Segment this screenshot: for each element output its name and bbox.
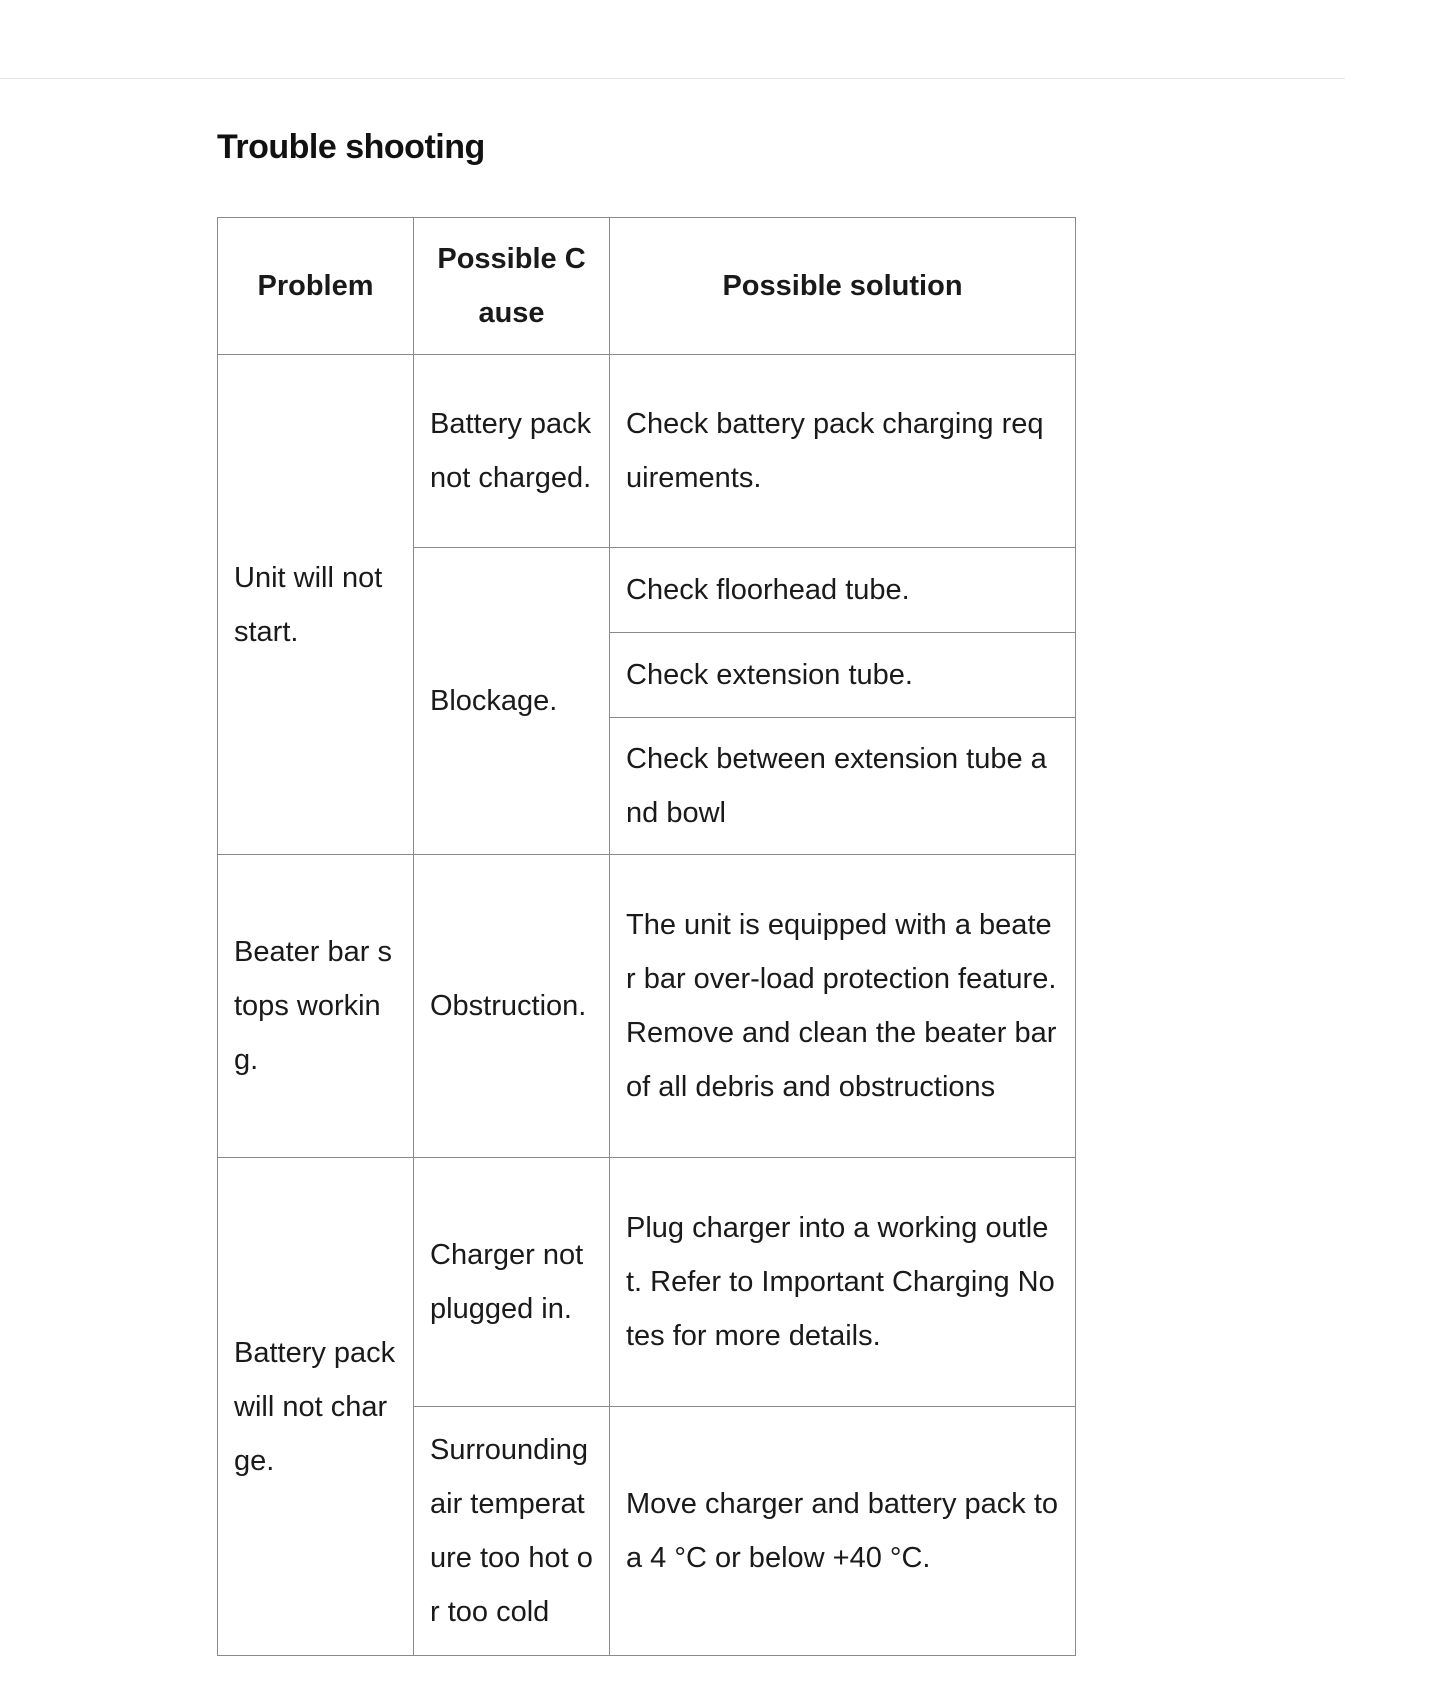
solution-cell: Check battery pack charging requirements.	[610, 355, 1076, 548]
solution-cell: Check extension tube.	[610, 633, 1076, 718]
solution-cell: Move charger and battery pack to a 4 °C or below +40 °C.	[610, 1407, 1076, 1656]
problem-cell: Battery pack will not charge.	[218, 1158, 414, 1656]
solution-cell: Plug charger into a working outlet. Refer to Important Charging Notes for more details.	[610, 1158, 1076, 1407]
cause-cell: Obstruction.	[414, 855, 610, 1158]
table-row	[218, 855, 1076, 1158]
cause-cell: Charger not plugged in.	[414, 1158, 610, 1407]
problem-cell: Unit will not start.	[218, 355, 414, 855]
cause-cell: Blockage.	[414, 548, 610, 855]
cause-cell: Battery pack not charged.	[414, 355, 610, 548]
header-possible-cause: Possible Cause	[414, 218, 610, 355]
solution-cell: Check between extension tube and bowl	[610, 718, 1076, 855]
solution-cell: Check floorhead tube.	[610, 548, 1076, 633]
troubleshooting-table	[217, 217, 1076, 1656]
table-row	[218, 355, 1076, 548]
table-row	[218, 1158, 1076, 1407]
table-header-row	[218, 218, 1076, 355]
cause-cell: Surrounding air temperature too hot or too cold	[414, 1407, 610, 1656]
solution-cell: The unit is equipped with a beater bar over-load protection feature. Remove and clean the beater bar of all debris and obstructions	[610, 855, 1076, 1158]
header-problem: Problem	[218, 218, 414, 355]
problem-cell: Beater bar stops working.	[218, 855, 414, 1158]
header-possible-solution: Possible solution	[610, 218, 1076, 355]
top-divider	[0, 78, 1345, 79]
page-title: Trouble shooting	[217, 128, 485, 166]
